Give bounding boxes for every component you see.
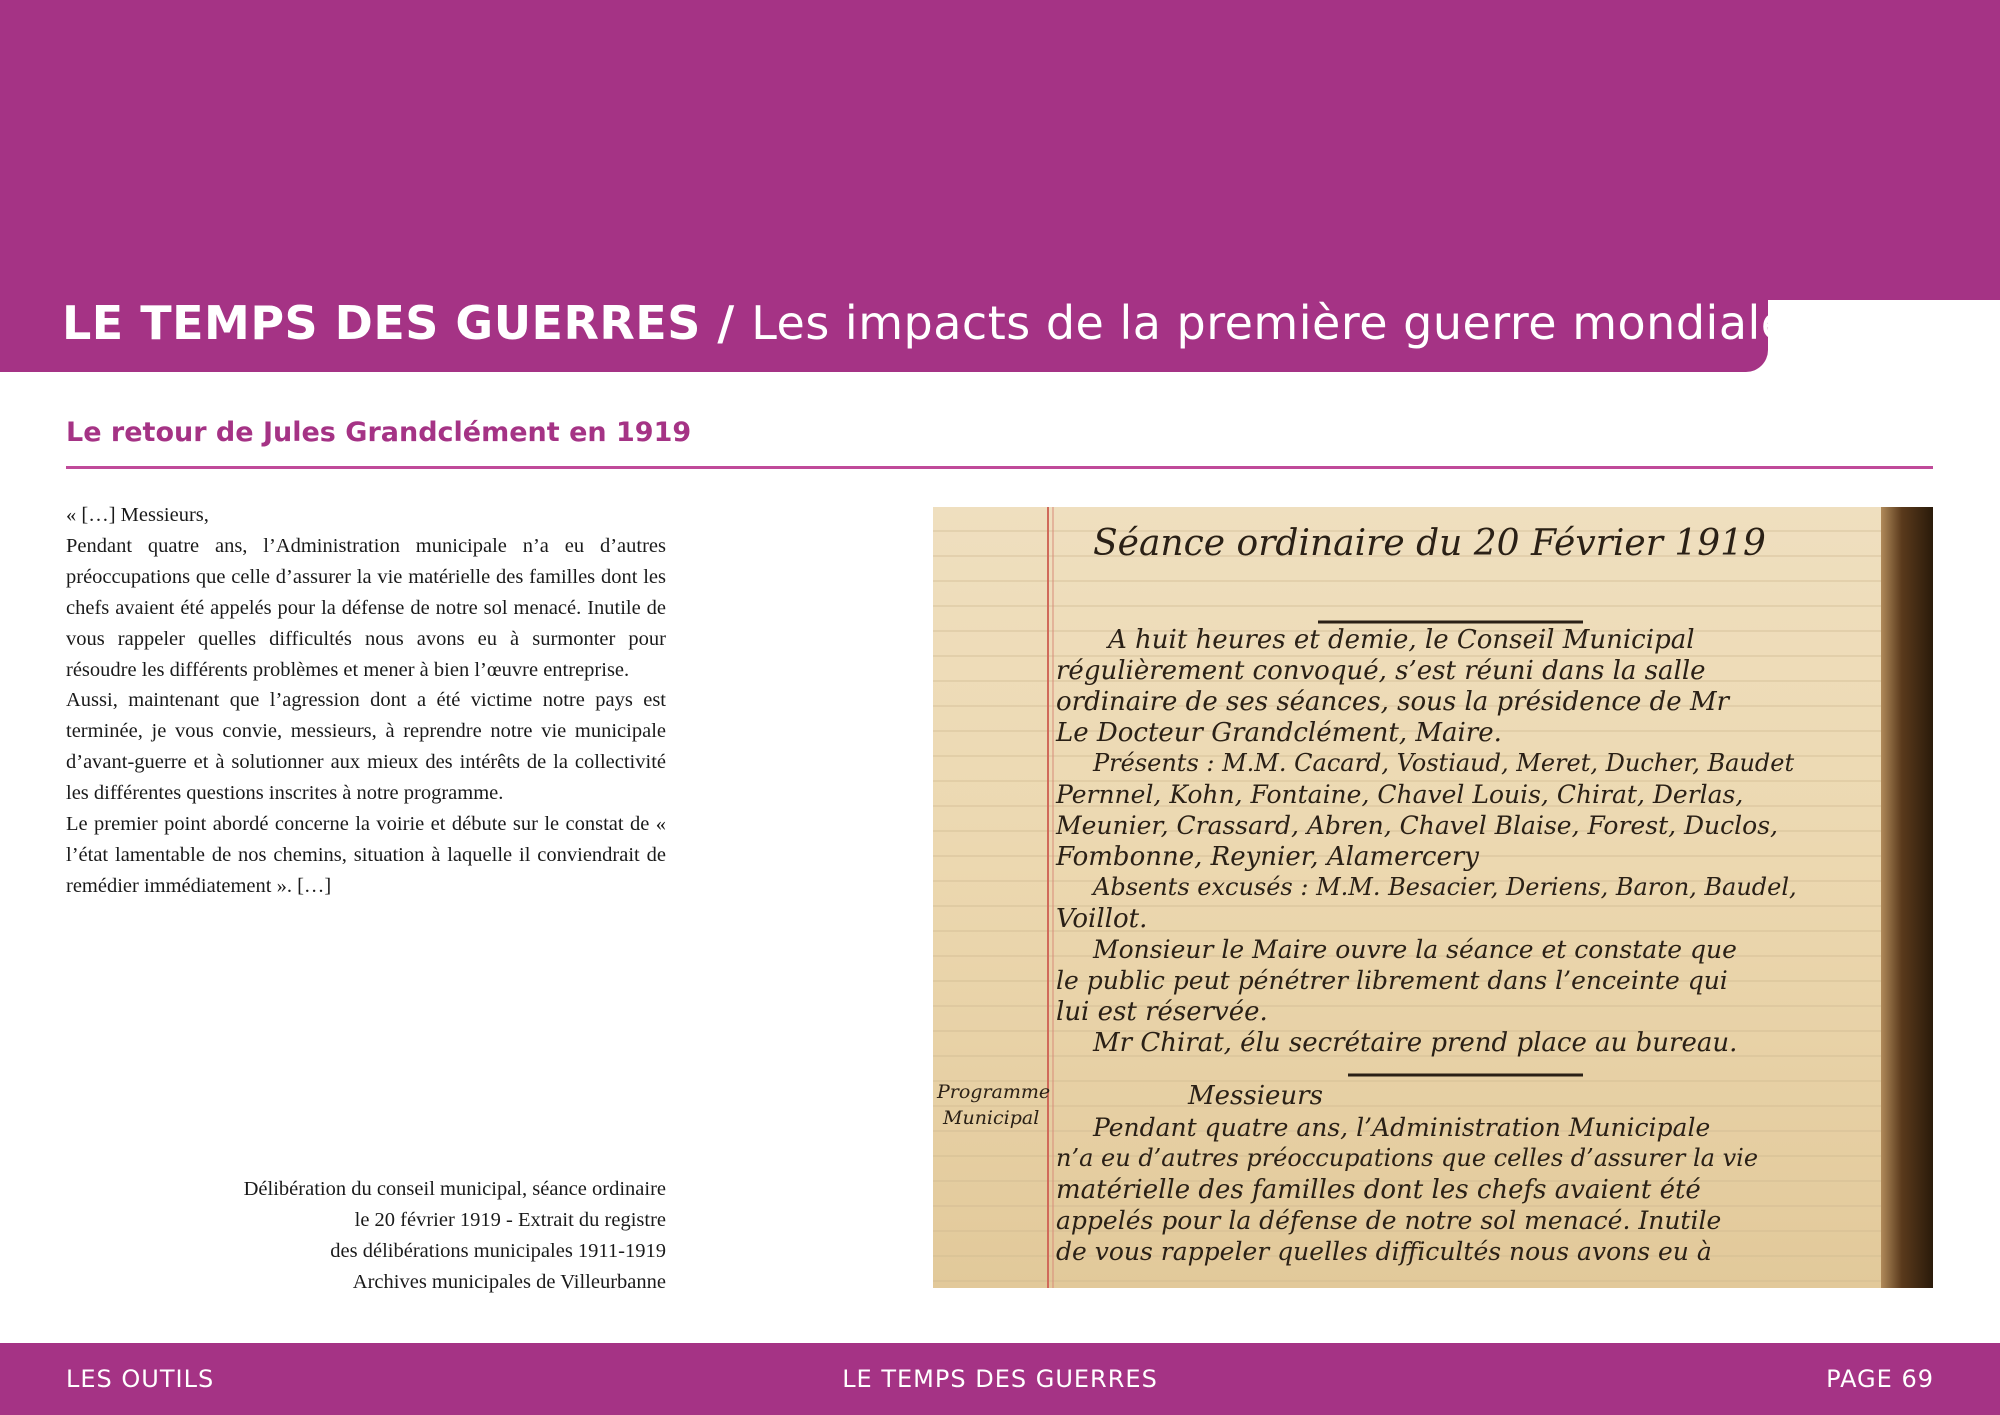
footer-section-label: LES OUTILS [66, 1365, 215, 1393]
register-line: Le Docteur Grandclément, Maire. [1056, 718, 1502, 748]
quoted-text [66, 500, 666, 902]
page-title-theme: LE TEMPS DES GUERRES [62, 296, 701, 350]
page-title [62, 292, 1790, 354]
register-line: régulièrement convoqué, s’est réuni dans la salle [1056, 656, 1706, 686]
register-line: Pendant quatre ans, l’Administration Municipale [1093, 1113, 1711, 1142]
register-line: A huit heures et demie, le Conseil Municipal [1108, 625, 1695, 655]
register-line: Messieurs [1188, 1081, 1323, 1111]
page-title-subtitle: Les impacts de la première guerre mondiale [751, 296, 1790, 350]
page-number: PAGE 69 [1826, 1365, 1934, 1393]
header-notch [1768, 300, 2000, 372]
register-line: Meunier, Crassard, Abren, Chavel Blaise, Forest, Duclos, [1056, 811, 1778, 840]
register-line: le public peut pénétrer librement dans l’enceinte qui [1056, 966, 1728, 995]
register-margin-note: Municipal [943, 1107, 1040, 1129]
caption-line: Archives municipales de Villeurbanne [352, 1270, 666, 1293]
register-line: Voillot. [1056, 904, 1148, 934]
register-margin-note: Programme [937, 1081, 1051, 1103]
register-line: Mr Chirat, élu secrétaire prend place au bureau. [1093, 1028, 1738, 1058]
register-line: de vous rappeler quelles difficultés nous avons eu à [1056, 1237, 1712, 1266]
archive-register-photo [933, 507, 1933, 1288]
quote-paragraph: Pendant quatre ans, l’Administration municipale n’a eu d’autres préoccupations que celle d’assurer la vie matérielle des familles dont les chefs avaient été appelés pour la défense de notre sol menacé. Inutile de vous rappeler quelles difficultés nous avons eu à surmonter pour résoudre les différents problèmes et mener à bien l’œuvre entreprise. [66, 534, 666, 681]
footer-chapter-label: LE TEMPS DES GUERRES [842, 1365, 1158, 1393]
register-line: ordinaire de ses séances, sous la présidence de Mr [1056, 687, 1729, 717]
caption-line: Délibération du conseil municipal, séance ordinaire [243, 1178, 666, 1200]
register-line: Fombonne, Reynier, Alamercery [1056, 842, 1479, 872]
quote-paragraph: « […] Messieurs, [66, 504, 209, 526]
register-line: appelés pour la défense de notre sol menacé. Inutile [1056, 1206, 1722, 1235]
header-band [0, 0, 2000, 300]
quote-paragraph: Aussi, maintenant que l’agression dont a été victime notre pays est terminée, je vous convie, messieurs, à reprendre notre vie municipale d’avant-guerre et à solutionner aux mieux des intérêts de la collectivité les différentes questions inscrites à notre programme. [66, 689, 666, 805]
register-line: Présents : M.M. Cacard, Vostiaud, Meret, Ducher, Baudet [1093, 749, 1795, 777]
caption-line: des délibérations municipales 1911-1919 [330, 1239, 666, 1262]
section-title: Le retour de Jules Grandclément en 1919 [66, 417, 692, 448]
image-caption [106, 1174, 666, 1298]
register-line: Absents excusés : M.M. Besacier, Deriens, Baron, Baudel, [1093, 873, 1797, 901]
register-line: n’a eu d’autres préoccupations que celles d’assurer la vie [1056, 1144, 1759, 1172]
section-divider [66, 466, 1933, 469]
register-line: matérielle des familles dont les chefs avaient été [1056, 1175, 1701, 1205]
register-line: lui est réservée. [1056, 997, 1268, 1027]
register-line: Pernnel, Kohn, Fontaine, Chavel Louis, Chirat, Derlas, [1056, 780, 1744, 809]
register-heading: Séance ordinaire du 20 Février 1919 [1093, 523, 1766, 564]
page-title-separator: / [717, 296, 735, 350]
quote-paragraph: Le premier point abordé concerne la voirie et débute sur le constat de « l’état lamentable de nos chemins, situation à laquelle il conviendrait de remédier immédiatement ». […] [66, 813, 666, 897]
register-line: Monsieur le Maire ouvre la séance et constate que [1093, 935, 1737, 964]
caption-line: le 20 février 1919 - Extrait du registre [354, 1208, 666, 1231]
